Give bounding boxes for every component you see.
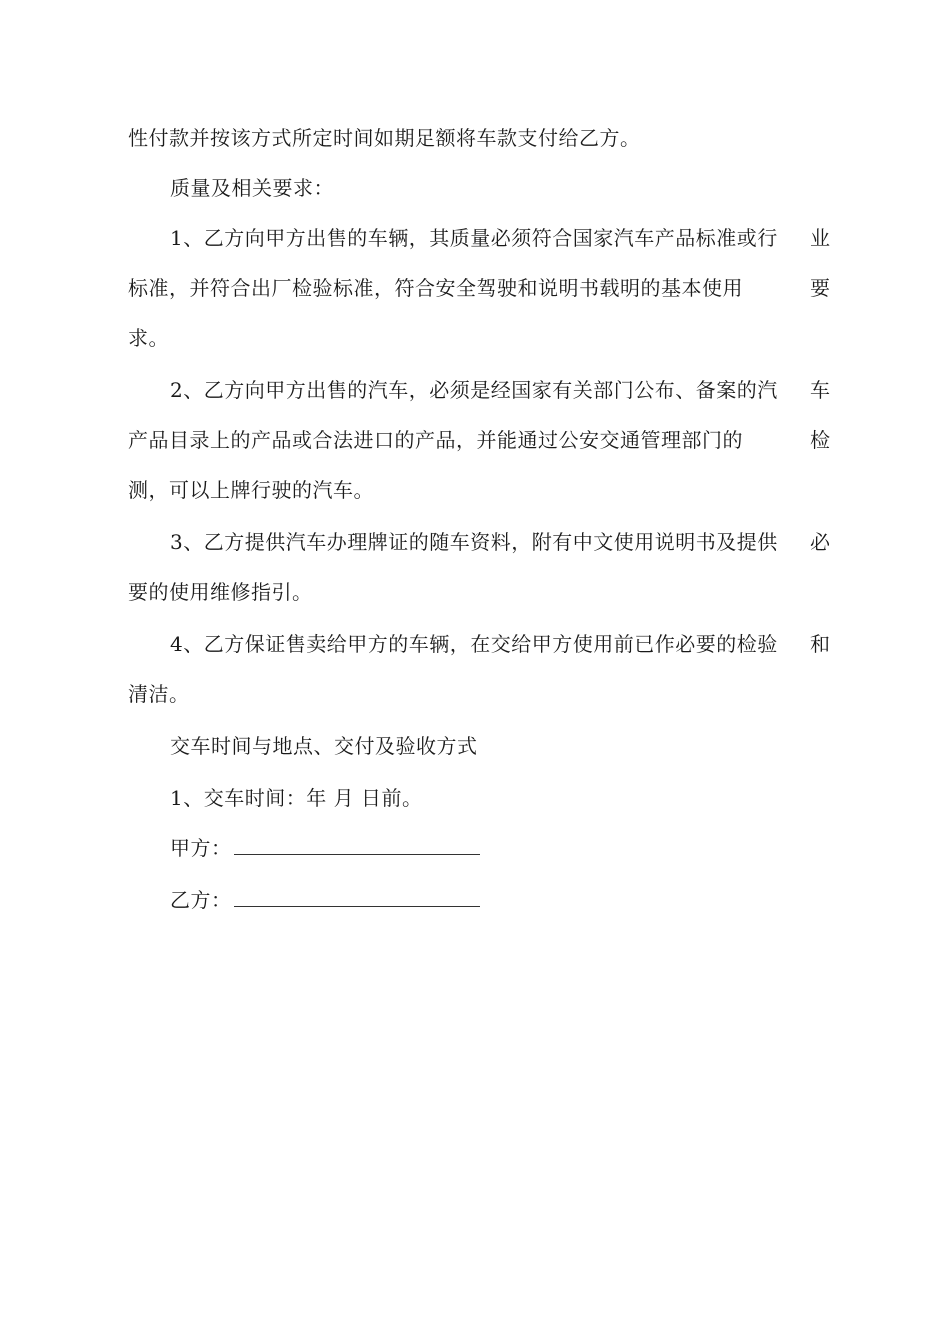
item3-line2: 要的使用维修指引。 — [128, 580, 313, 604]
paragraph-line: 性付款并按该方式所定时间如期足额将车款支付给乙方。 — [128, 126, 641, 150]
item2-line2: 产品目录上的产品或合法进口的产品，并能通过公安交通管理部门的 — [128, 428, 743, 452]
party-a-signature-row — [170, 836, 480, 860]
item1-line1-tail: 业 — [810, 226, 830, 250]
party-a-label: 甲方： — [170, 836, 232, 860]
party-b-label: 乙方： — [170, 888, 232, 912]
item1-line2: 标准，并符合出厂检验标准，符合安全驾驶和说明书载明的基本使用 — [128, 276, 743, 300]
item1-line2-tail: 要 — [810, 276, 830, 300]
party-b-signature-line[interactable] — [234, 888, 480, 907]
item1-line1: 1、乙方向甲方出售的车辆，其质量必须符合国家汽车产品标准或行 — [170, 226, 778, 250]
item2-line1-tail: 车 — [810, 378, 830, 402]
party-a-signature-line[interactable] — [234, 836, 480, 855]
item4-line1: 4、乙方保证售卖给甲方的车辆，在交给甲方使用前已作必要的检验 — [170, 632, 778, 656]
item3-line1-tail: 必 — [810, 530, 830, 554]
delivery-time-line: 1、交车时间：年 月 日前。 — [170, 786, 423, 810]
section-heading-quality: 质量及相关要求： — [170, 176, 334, 200]
party-b-signature-row — [170, 888, 480, 912]
item1-line3: 求。 — [128, 326, 169, 350]
item2-line3: 测，可以上牌行驶的汽车。 — [128, 478, 374, 502]
item2-line2-tail: 检 — [810, 428, 830, 452]
item3-line1: 3、乙方提供汽车办理牌证的随车资料，附有中文使用说明书及提供 — [170, 530, 778, 554]
section-heading-delivery: 交车时间与地点、交付及验收方式 — [170, 734, 478, 758]
item4-line2: 清洁。 — [128, 682, 190, 706]
item2-line1: 2、乙方向甲方出售的汽车，必须是经国家有关部门公布、备案的汽 — [170, 378, 778, 402]
item4-line1-tail: 和 — [810, 632, 830, 656]
